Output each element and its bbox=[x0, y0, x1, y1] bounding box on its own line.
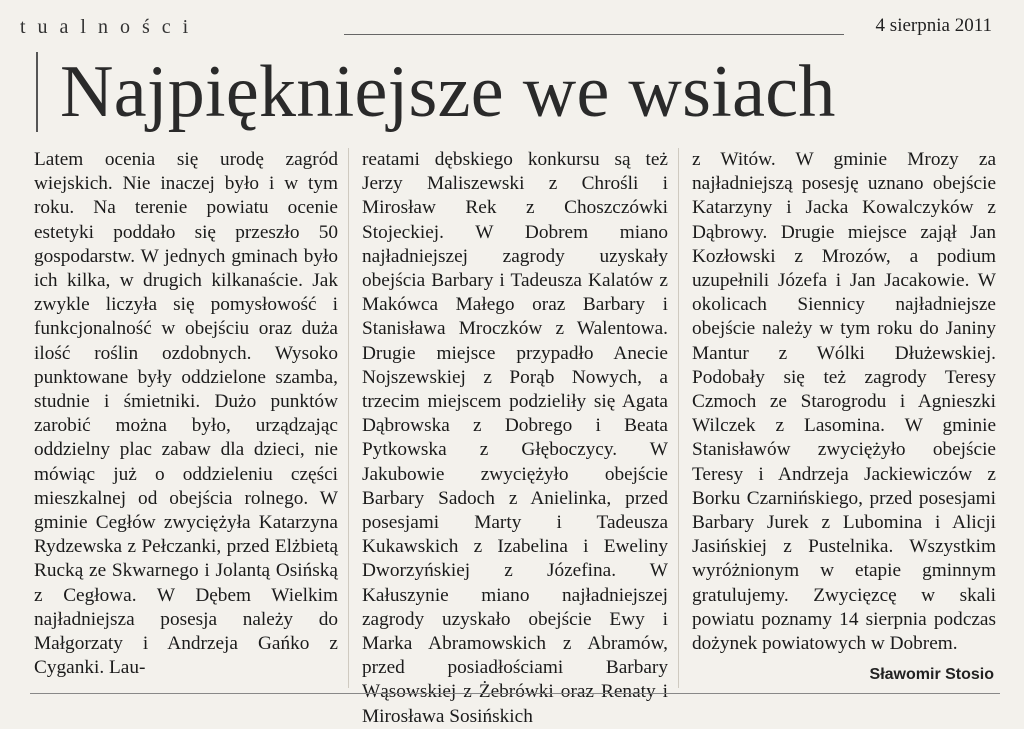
author-byline: Sławomir Stosio bbox=[869, 666, 994, 683]
header-rule bbox=[344, 34, 844, 35]
article-column-3: z Witów. W gminie Mrozy za najładniejszą posesję uznano obejście Katarzyny i Jacka Kowalczyków z Dąbrowy. Drugie miejsce zajął Jan Kozłowski z Mrozów, a podium uzupełnili Józefa i Jan Jacakowie. W okolicach Siennicy najładniejsze obejście należy w tym roku do Janiny Mantur z Wólki Dłużewskiej. Podobały się też zagrody Teresy Czmoch ze Starogrodu i Agnieszki Wilczek z Lasomina. W gminie Stanisławów zwyciężyło obejście Teresy i Andrzeja Jackiewiczów z Borku Czarnińskiego, przed posesjami Barbary Jurek z Lubomina i Alicji Jasińskiej z Pustelnika. Wszystkim wyróżnionym w etapie gminnym gratulujemy. Zwycięzcę w skali powiatu poznamy 14 sierpnia podczas dożynek powiatowych w Dobrem. bbox=[692, 149, 996, 655]
page-header bbox=[14, 14, 1004, 44]
bottom-rule bbox=[30, 693, 1000, 694]
section-title: tualności bbox=[20, 16, 201, 38]
column-divider bbox=[678, 148, 679, 688]
column-divider bbox=[348, 148, 349, 688]
article-headline: Najpiękniejsze we wsiach bbox=[36, 52, 836, 132]
issue-date: 4 sierpnia 2011 bbox=[875, 15, 992, 36]
article-column-1: Latem ocenia się urodę zagród wiejskich. Nie inaczej było i w tym roku. Na terenie powiatu ocenie estetyki poddało się przeszło 50 gospodarstw. W jednych gminach było ich kilka, w drugich kilkanaście. Jak zwykle liczyła się pomysłowość i funkcjonalność w obejściu oraz duża ilość roślin ozdobnych. Wysoko punktowane były oddzielone szamba, studnie i śmietniki. Dużo punktów zarobić można było, urządzając oddzielny plac zabaw dla dzieci, nie mówiąc już o oddzieleniu części mieszkalnej od obejścia rolnego. W gminie Cegłów zwyciężyła Katarzyna Rydzewska z Pełczanki, przed Elżbietą Rucką ze Skwarnego i Jolantą Osińską z Cegłowa. W Dębem Wielkim najładniejsza posesja należy do Małgorzaty i Andrzeja Gańko z Cyganki. Lau- bbox=[34, 149, 338, 679]
article-column-2: reatami dębskiego konkursu są też Jerzy Maliszewski z Chrośli i Mirosław Rek z Choszczówki Stojeckiej. W Dobrem miano najładniejszej zagrody uzyskały obejścia Barbary i Tadeusza Kalatów z Makówca Małego oraz Barbary i Stanisława Mroczków z Walentowa. Drugie miejsce przypadło Anecie Nojszewskiej z Porąb Nowych, a trzecim miejscem podzieliły się Agata Dąbrowska z Dobrego i Beata Pytkowska z Głęboczycy. W Jakubowie zwyciężyło obejście Barbary Sadoch z Anielinka, przed posesjami Marty i Tadeusza Kukawskich z Izabelina i Eweliny Dworzyńskiej z Józefina. W Kałuszynie miano najładniejszej zagrody uzyskało obejście Ewy i Marka Abramowskich z Abramów, przed posiadłościami Barbary Wąsowskiej z Żebrówki oraz Renaty i Mirosława Sosińskich bbox=[362, 149, 668, 727]
